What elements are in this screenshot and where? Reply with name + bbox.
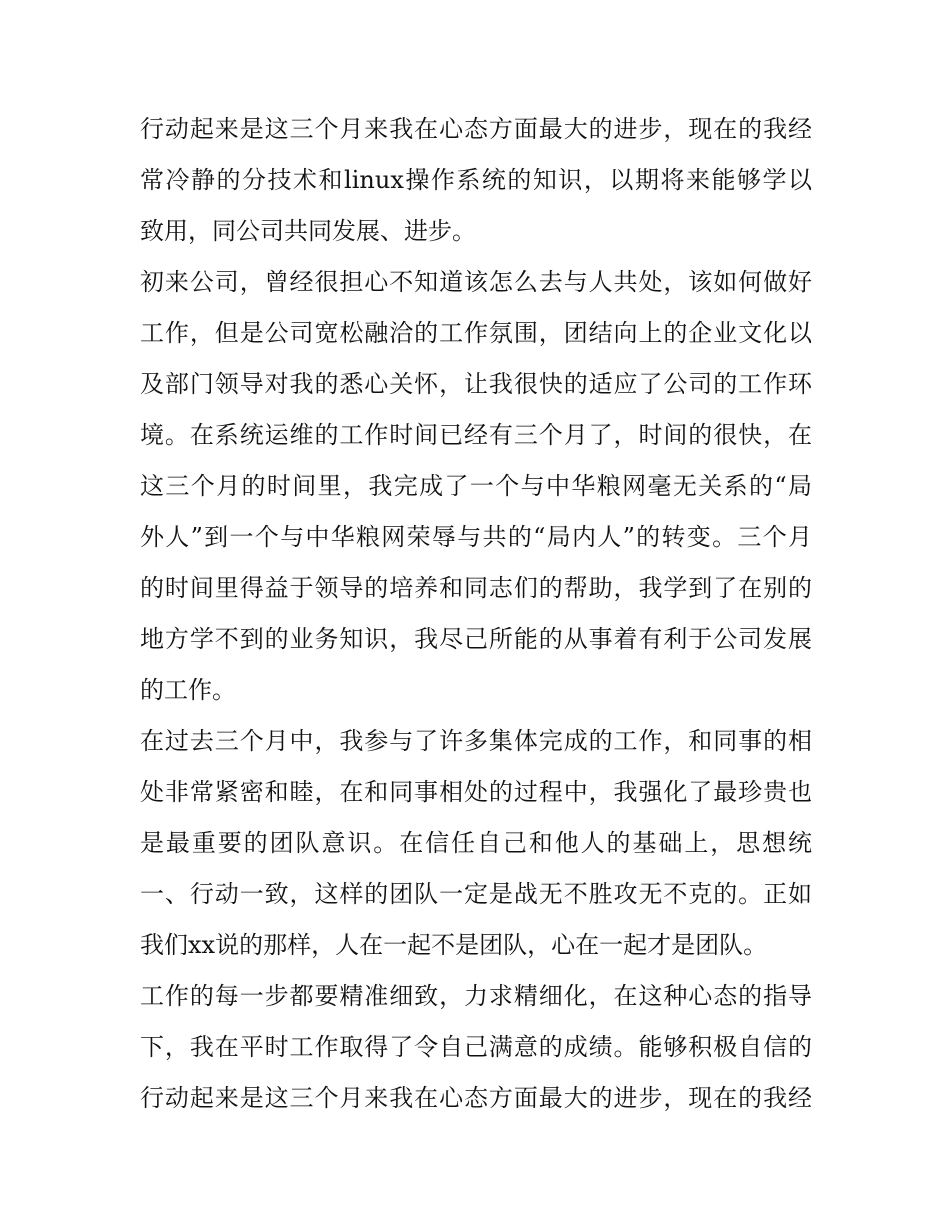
text-line: 的工作。 — [140, 676, 236, 704]
text-line: 这三个月的时间里，我完成了一个与中华粮网毫无关系的“局 — [140, 472, 812, 500]
text-line: 行动起来是这三个月来我在心态方面最大的进步，现在的我经 — [140, 1084, 812, 1112]
text-line: 在过去三个月中，我参与了许多集体完成的工作，和同事的相 — [140, 727, 812, 755]
text-line: 境。在系统运维的工作时间已经有三个月了，时间的很快，在 — [140, 421, 812, 449]
text-line: 致用，同公司共同发展、进步。 — [140, 217, 476, 245]
text-line: 地方学不到的业务知识，我尽己所能的从事着有利于公司发展 — [140, 625, 812, 653]
text-line: 的时间里得益于领导的培养和同志们的帮助，我学到了在别的 — [140, 574, 812, 602]
text-line: 下，我在平时工作取得了令自己满意的成绩。能够积极自信的 — [140, 1033, 812, 1061]
text-line: 我们xx说的那样，人在一起不是团队，心在一起才是团队。 — [140, 931, 768, 959]
text-line: 及部门领导对我的悉心关怀，让我很快的适应了公司的工作环 — [140, 370, 812, 398]
text-line: 工作，但是公司宽松融洽的工作氛围，团结向上的企业文化以 — [140, 319, 812, 347]
document-body — [140, 104, 812, 1124]
text-line: 行动起来是这三个月来我在心态方面最大的进步，现在的我经 — [140, 115, 812, 143]
text-line: 一、行动一致，这样的团队一定是战无不胜攻无不克的。正如 — [140, 880, 812, 908]
text-line: 处非常紧密和睦，在和同事相处的过程中，我强化了最珍贵也 — [140, 778, 812, 806]
text-line: 初来公司，曾经很担心不知道该怎么去与人共处，该如何做好 — [140, 268, 812, 296]
text-line: 工作的每一步都要精准细致，力求精细化，在这种心态的指导 — [140, 982, 812, 1010]
text-line: 是最重要的团队意识。在信任自己和他人的基础上，思想统 — [140, 829, 812, 857]
text-line: 外人”到一个与中华粮网荣辱与共的“局内人”的转变。三个月 — [140, 523, 812, 551]
text-line: 常冷静的分技术和linux操作系统的知识，以期将来能够学以 — [140, 166, 812, 194]
